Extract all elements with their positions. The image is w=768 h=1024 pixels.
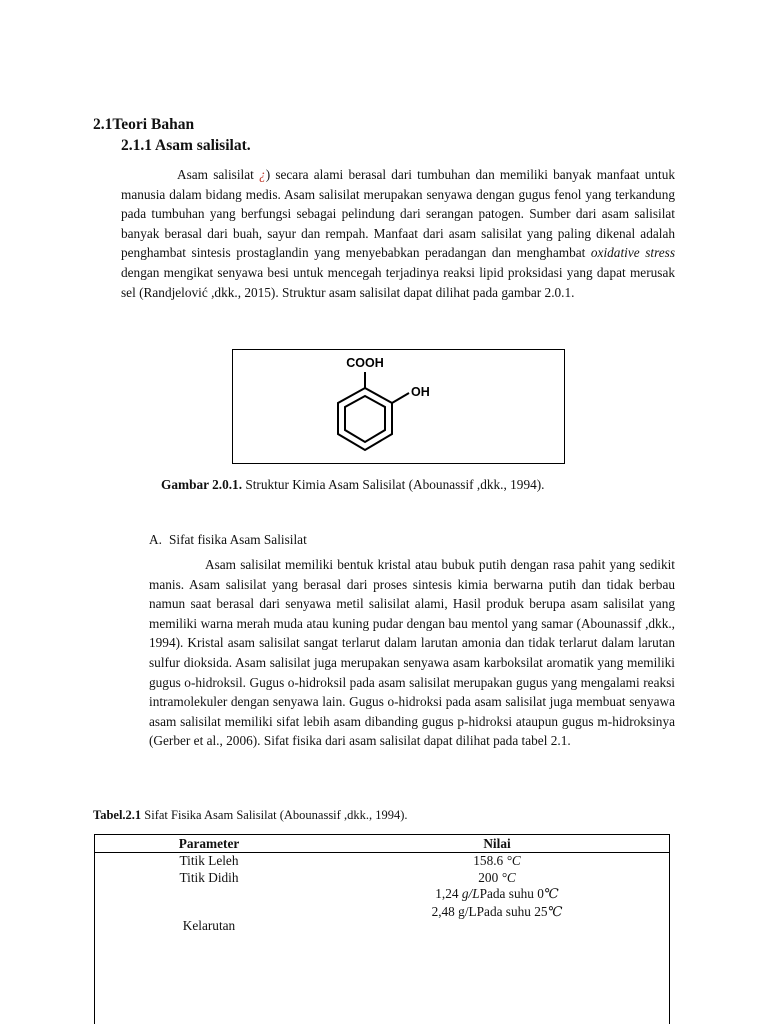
value-unit: g/L (458, 886, 480, 901)
figure-caption-text: Struktur Kimia Asam Salisilat (Abounassif ,dkk., 1994). (242, 477, 545, 492)
subsection-a-heading (149, 532, 307, 548)
table-cell-param: Titik Didih (179, 870, 239, 885)
table-cell-param-kelarutan: Kelarutan (182, 918, 236, 933)
benzene-ring (338, 388, 392, 450)
table-caption-text: Sifat Fisika Asam Salisilat (Abounassif ,dkk., 1994). (141, 808, 408, 822)
table-cell-solubility-line2 (324, 904, 670, 920)
subsection-a-title: Sifat fisika Asam Salisilat (169, 532, 307, 547)
value-number: 1,24 (435, 886, 459, 901)
value-number: 158.6 (473, 853, 504, 868)
degree-symbol: ℃ (547, 904, 563, 919)
table-cell-param: Titik Leleh (179, 853, 239, 868)
paragraph-sifat-fisika (149, 555, 675, 751)
figure-caption (161, 477, 545, 493)
value-unit: °C (503, 853, 521, 868)
table-cell-solubility-line1 (324, 886, 670, 902)
paragraph-text-a: ) secara alami berasal dari tumbuhan dan memiliki banyak manfaat untuk manusia dalam bidang medis. Asam salisilat merupakan senyawa dengan gugus fenol yang terkandung pada tumbuhan yang berfungsi sebagai pelindung dari serangan patogen. Sumber dari asam salisilat banyak berasal dari buah, sayur dan rempah. Manfaat dari asam salisilat yang paling dikenal adalah penghambat sintesis prostaglandin yang menyebabkan peradangan dan menghambat (121, 167, 675, 261)
table-caption-label: Tabel.2.1 (93, 808, 142, 822)
italic-term: oxidative stress (590, 245, 676, 261)
paragraph-lead: Asam salisilat (177, 167, 254, 182)
oh-label: OH (411, 385, 430, 399)
figure-caption-label: Gambar 2.0.1. (161, 477, 243, 492)
red-symbol: ¿ (259, 167, 266, 182)
value-condition: Pada suhu 0 (479, 886, 544, 901)
value-condition: Pada suhu 25 (476, 904, 548, 919)
value-number: 2,48 (431, 904, 455, 919)
table-cell-value (324, 853, 670, 869)
benzene-inner-ring (345, 396, 385, 442)
paragraph-asam-salisilat (121, 165, 675, 302)
table-cell-value (324, 870, 670, 886)
benzene-structure-diagram (233, 350, 566, 465)
subsection-heading: 2.1.1 Asam salisilat. (121, 137, 251, 154)
table-header-parameter: Parameter (178, 836, 240, 851)
degree-symbol: ℃ (543, 886, 559, 901)
value-unit: g/L (454, 904, 477, 919)
value-unit: °C (498, 870, 516, 885)
value-number: 200 (478, 870, 499, 885)
section-heading: 2.1Teori Bahan (93, 116, 195, 133)
physical-properties-table (94, 834, 670, 1024)
table-top-border (94, 834, 670, 835)
oh-bond (392, 393, 409, 403)
figure-salicylic-acid-structure (232, 349, 565, 464)
cooh-label: COOH (346, 356, 384, 370)
table-caption (93, 808, 407, 823)
paragraph-text-b: dengan mengikat senyawa besi untuk mencegah terjadinya reaksi lipid proksidasi yang dapat merusak sel (Randjelović ,dkk., 2015). Struktur asam salisilat dapat dilihat pada gambar 2.0.1. (121, 264, 675, 300)
subsection-a-label: A. (149, 532, 162, 547)
paragraph-sifat-fisika-text: Asam salisilat memiliki bentuk kristal atau bubuk putih dengan rasa pahit yang sedikit manis. Asam salisilat yang berasal dari proses sintesis kimia berwarna putih dan tidak berbau namun saat berasal dari senyawa metil salisilat alami, Hasil produk berupa asam salisilat yang memiliki warna merah muda atau kuning pudar dengan bau mentol yang samar (Abounassif ,dkk., 1994). Kristal asam salisilat sangat terlarut dalam larutan amonia dan tidak terlarut dalam larutan sulfur dioksida. Asam salisilat juga merupakan senyawa asam karboksilat aromatik yang memiliki gugus o-hidroksil. Gugus o-hidroksil pada asam salisilat merupakan gugus yang mengalami reaksi intramolekuler dengan senyawa lain. Gugus o-hidroksi pada asam salisilat juga membuat senyawa asam salisilat memiliki sifat lebih asam dibanding gugus p-hidroksi ataupun gugus m-hidroksinya (Gerber et al., 2006). Sifat fisika dari asam salisilat dapat dilihat pada tabel 2.1. (149, 557, 675, 749)
table-header-nilai: Nilai (483, 836, 511, 851)
